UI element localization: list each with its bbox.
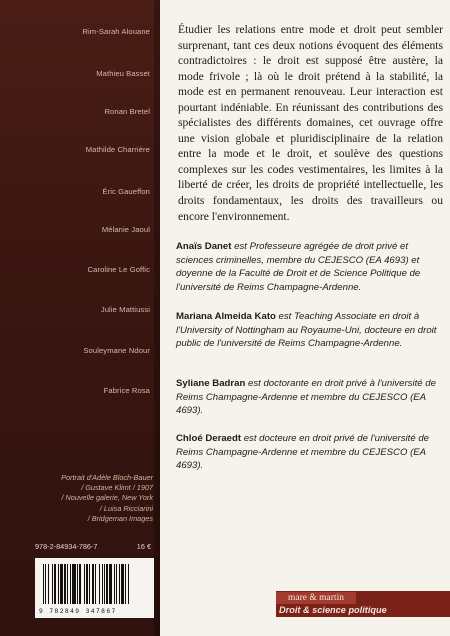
barcode-bar	[106, 564, 108, 604]
barcode-bar	[45, 564, 46, 604]
series-name: Droit & science politique	[279, 605, 387, 615]
barcode-bar	[60, 564, 63, 604]
editor-bio	[176, 377, 442, 418]
author-name: Éric Gaueffon	[102, 187, 150, 196]
barcode-bars	[41, 564, 148, 604]
author-name: Mathieu Basset	[96, 69, 150, 78]
credit-line: / Nouvelle galerie, New York	[61, 493, 153, 503]
barcode-bar	[92, 564, 94, 604]
summary-paragraph: Étudier les relations entre mode et droit peut sembler surprenant, tant ces deux notions évoquent des éléments contradictoires : le droit est supposé être austère, la mode frivole ; là où le droit prétend à la stabilité, la mode est en permanent renouveau. Leur interaction est pourtant indéniable. En réunissant des contributions des spécialistes des différents domaines, cet ouvrage offre une vision globale et pluridisciplinaire de la relation entre la mode et le droit, et soulève des questions complexes sur les codes vestimentaires, les limites à la liberté de créer, les droits de propriété intellectuelle, les droits fondamentaux, les droits des travailleurs ou encore l'environnement.	[178, 23, 443, 223]
author-name: Ronan Bretel	[104, 107, 150, 116]
publisher-logo	[276, 591, 450, 617]
barcode-bar	[89, 564, 90, 604]
barcode-bar	[84, 564, 85, 604]
credit-line: Portrait d'Adèle Bloch-Bauer	[61, 473, 153, 482]
author-name: Rim-Sarah Alouane	[82, 27, 150, 36]
text-panel	[160, 0, 450, 636]
editor-bio-text: est docteure en droit privé de l'université de Reims Champagne-Ardenne et membre du CEJESCO (EA 4693).	[176, 433, 430, 471]
credit-line: / Gustave Klimt / 1907	[81, 483, 153, 493]
barcode-bar	[54, 564, 56, 604]
author-name: Fabrice Rosa	[103, 386, 150, 395]
barcode-bar	[67, 564, 68, 604]
author-name: Mathilde Charrière	[85, 145, 150, 154]
credit-line: / Bridgeman Images	[87, 513, 153, 523]
barcode-bar	[114, 564, 115, 604]
editor-bio-text: est doctorante en droit privé à l'université de Reims Champagne-Ardenne et membre du CEJESCO (EA 4693).	[176, 378, 436, 416]
barcode-bar	[104, 564, 105, 604]
barcode-bar	[121, 564, 124, 604]
editor-name: Chloé Deraedt	[176, 433, 242, 444]
editor-name: Anaïs Danet	[176, 241, 232, 252]
editor-bio	[176, 432, 442, 473]
publisher-name: mare & martin	[276, 592, 356, 604]
barcode-bar	[77, 564, 78, 604]
isbn: 978-2-84934-786-7	[35, 542, 98, 551]
barcode-bar	[70, 564, 71, 604]
barcode-bar	[128, 564, 129, 604]
barcode-bar	[119, 564, 120, 604]
barcode-bar	[52, 564, 53, 604]
barcode-bar	[109, 564, 112, 604]
barcode-bar	[72, 564, 76, 604]
credit-line: / Luisa Ricciarini	[99, 503, 153, 513]
barcode-bar	[48, 564, 49, 604]
price: 16 €	[136, 542, 151, 551]
editor-bio	[176, 310, 442, 351]
editor-bio-text: est Professeure agrégée de droit privé et sciences criminelles, membre du CEJESCO (EA 4693) et doyenne de la Faculté de Droit et de Science Politique de l'université de Reims Champagne-Ardenne.	[176, 241, 421, 293]
barcode-bar	[86, 564, 88, 604]
author-sidebar	[0, 0, 160, 636]
barcode-bar	[58, 564, 59, 604]
barcode-bar	[43, 564, 44, 604]
barcode-bar	[64, 564, 66, 604]
barcode-bar	[116, 564, 117, 604]
image-credits	[35, 473, 153, 524]
barcode-bar	[99, 564, 100, 604]
author-name: Caroline Le Goffic	[87, 265, 150, 274]
editor-bio	[176, 240, 442, 294]
editor-bio-text: est Teaching Associate en droit à l'University of Nottingham au Royaume-Uni, docteure en droit public de l'université de Reims Champagne-Ardenne.	[176, 311, 437, 349]
editor-name: Mariana Almeida Kato	[176, 311, 276, 322]
barcode-bar	[79, 564, 81, 604]
barcode-bar	[125, 564, 126, 604]
barcode-number: 9 782849 347867	[39, 608, 117, 615]
author-name: Souleymane Ndour	[83, 346, 150, 355]
barcode	[35, 558, 154, 618]
author-name: Julie Mattiussi	[100, 305, 150, 314]
editor-name: Syliane Badran	[176, 378, 246, 389]
author-name: Mélanie Jaoul	[101, 225, 150, 234]
barcode-bar	[95, 564, 96, 604]
barcode-bar	[102, 564, 103, 604]
